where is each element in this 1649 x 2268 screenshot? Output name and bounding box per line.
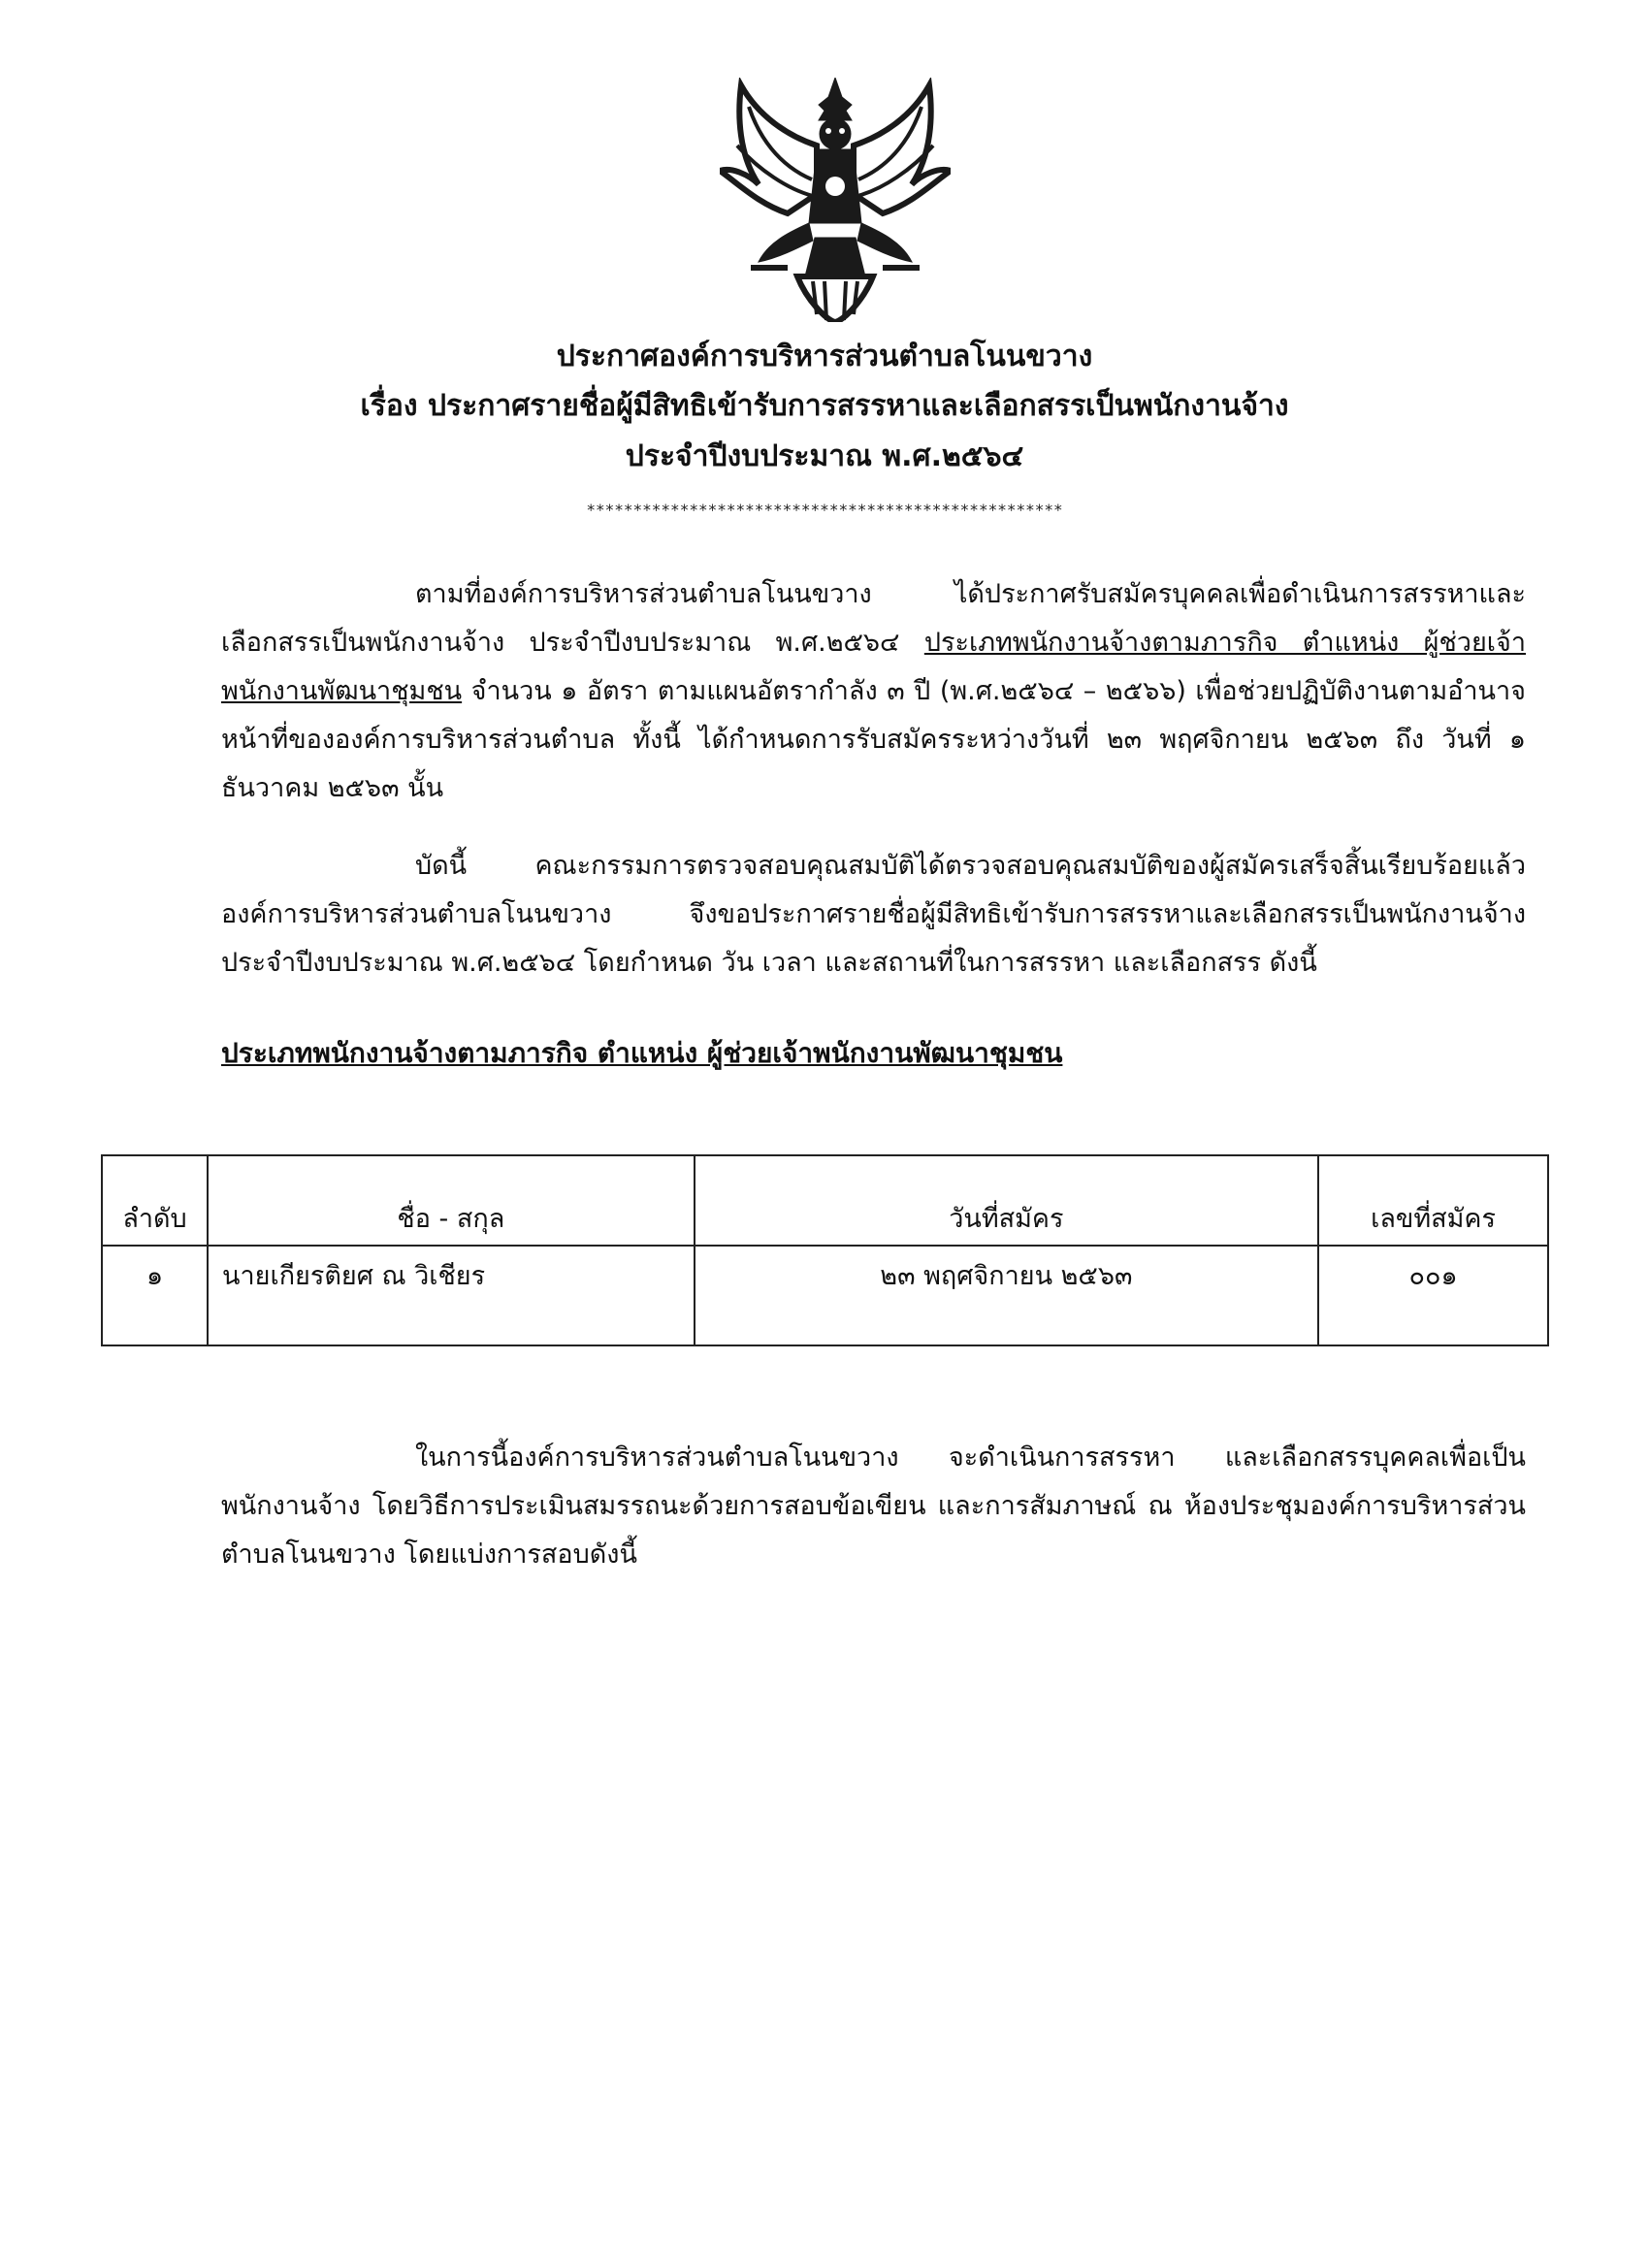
cell-no: ๑ (102, 1246, 208, 1345)
table-header-row (102, 1155, 1548, 1246)
garuda-emblem-icon (720, 78, 951, 322)
position-subheading: ประเภทพนักงานจ้างตามภารกิจ ตำแหน่ง ผู้ช่วยเจ้าพนักงานพัฒนาชุมชน (221, 1037, 1063, 1069)
exam-paragraph: ในการนี้องค์การบริหารส่วนตำบลโนนขวาง จะดำเนินการสรรหา และเลือกสรรบุคคลเพื่อเป็นพนักงานจ้าง โดยวิธีการประเมินสมรรถนะด้วยการสอบข้อเขียน และการสัมภาษณ์ ณ ห้องประชุมองค์การบริหารส่วนตำบลโนนขวาง โดยแบ่งการสอบดังนี้ (221, 1442, 1526, 1570)
position-underlined: ประเภทพนักงานจ้างตามภารกิจ ตำแหน่ง ผู้ช่วยเจ้าพนักงานพัฒนาชุมชน (221, 628, 1526, 706)
applicants-table (101, 1154, 1549, 1346)
table-row (102, 1246, 1548, 1345)
header-name: ชื่อ - สกุล (208, 1155, 695, 1246)
intro-rest: จำนวน ๑ อัตรา ตามแผนอัตรากำลัง ๓ ปี (พ.ศ.๒๕๖๔ – ๒๕๖๖) เพื่อช่วยปฏิบัติงานตามอำนาจหน้าที่ขององค์การบริหารส่วนตำบล ทั้งนี้ ได้กำหนดการรับสมัครระหว่างวันที่ ๒๓ พฤศจิกายน ๒๕๖๓ ถึง วันที่ ๑ ธันวาคม ๒๕๖๓ นั้น (221, 676, 1526, 803)
separator-line: *************************************************** (586, 501, 1063, 519)
header-no: ลำดับ (102, 1155, 208, 1246)
header-date: วันที่สมัคร (695, 1155, 1318, 1246)
intro-paragraph (221, 570, 1526, 813)
header-app-no: เลขที่สมัคร (1318, 1155, 1548, 1246)
announcement-subject: เรื่อง ประกาศรายชื่อผู้มีสิทธิเข้ารับการสรรหาและเลือกสรรเป็นพนักงานจ้าง (360, 389, 1289, 423)
announcement-title: ประกาศองค์การบริหารส่วนตำบลโนนขวาง (556, 340, 1093, 373)
cell-name: นายเกียรติยศ ณ วิเชียร (208, 1246, 695, 1345)
cell-app-no: ๐๐๑ (1318, 1246, 1548, 1345)
cell-date: ๒๓ พฤศจิกายน ๒๕๖๓ (695, 1246, 1318, 1345)
announcement-paragraph: บัดนี้ คณะกรรมการตรวจสอบคุณสมบัติได้ตรวจสอบคุณสมบัติของผู้สมัครเสร็จสิ้นเรียบร้อยแล้ว องค์การบริหารส่วนตำบลโนนขวาง จึงขอประกาศรายชื่อผู้มีสิทธิเข้ารับการสรรหาและเลือกสรรเป็นพนักงานจ้าง ประจำปีงบประมาณ พ.ศ.๒๕๖๔ โดยกำหนด วัน เวลา และสถานที่ในการสรรหา และเลือกสรร ดังนี้ (221, 851, 1526, 978)
fiscal-year-line: ประจำปีงบประมาณ พ.ศ.๒๕๖๔ (625, 439, 1024, 473)
intro-lead: ตามที่องค์การบริหารส่วนตำบลโนนขวาง ได้ประกาศรับสมัครบุคคลเพื่อดำเนินการสรรหาและเลือกสรรเป็นพนักงานจ้าง ประจำปีงบประมาณ พ.ศ.๒๕๖๔ (221, 579, 1526, 658)
